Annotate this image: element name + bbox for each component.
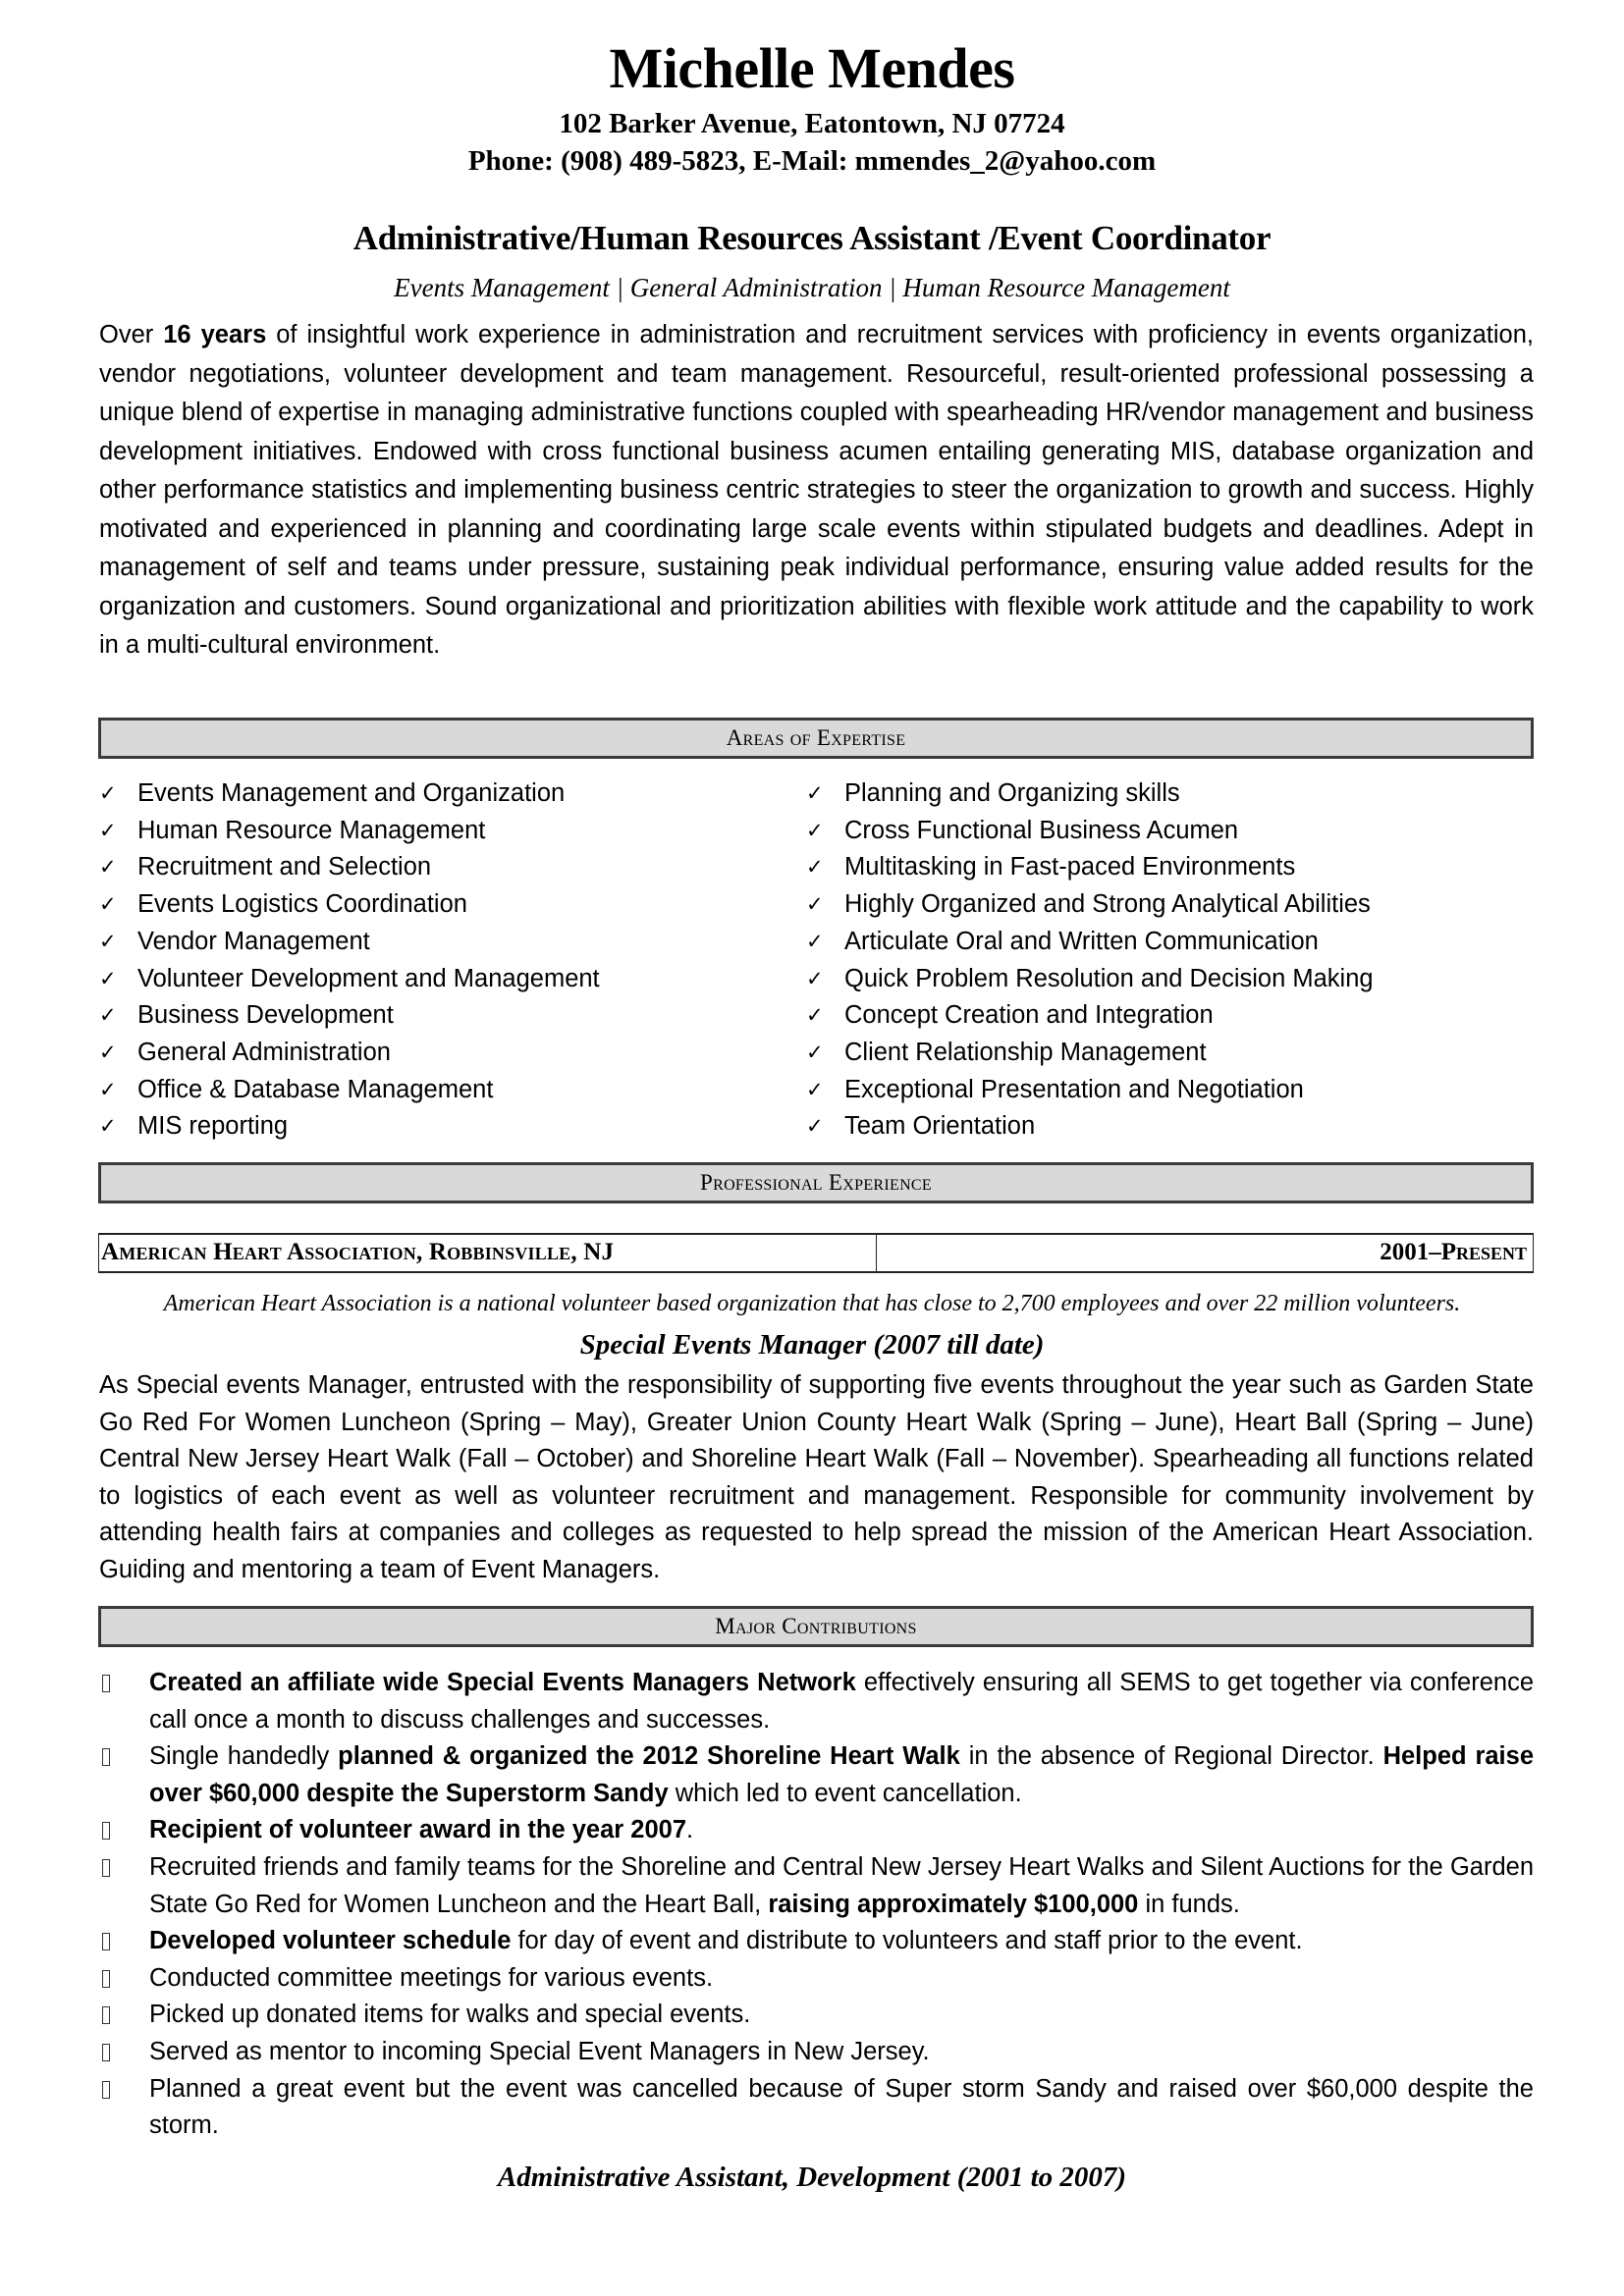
- summary-text: of insightful work experience in administration and recruitment services with proficiency in events organization, vendor negotiations, volunteer development and team management. Resourceful, result-oriented professional possessing a unique blend of expertise in managing administrative functions coupled with spearheading HR/vendor management and business development initiatives. Endowed with cross functional business acumen entailing generating MIS, database organization and other performance statistics and implementing business centric strategies to steer the organization to growth and success. Highly motivated and experienced in planning and coordinating large scale events within stipulated budgets and deadlines. Adept in management of self and teams under pressure, sustaining peak individual performance, ensuring value added results for the organization and customers. Sound organizational and prioritization abilities with flexible work attitude and the capability to work in a multi-cultural environment.: [99, 321, 1534, 659]
- contribution-item: [98, 1997, 1534, 2034]
- contribution-highlight: Created an affiliate wide Special Events Managers Network: [149, 1669, 856, 1696]
- expertise-label: Events Management and Organization: [137, 779, 566, 807]
- check-icon: ✓: [99, 781, 117, 805]
- check-icon: ✓: [806, 781, 824, 805]
- check-icon: ✓: [99, 1077, 117, 1101]
- contribution-text: Single handedly: [149, 1742, 339, 1771]
- contribution-item: [98, 1960, 1534, 1998]
- check-icon: ✓: [99, 1040, 117, 1064]
- summary-paragraph: [99, 316, 1534, 666]
- contribution-item: [98, 2034, 1534, 2071]
- expertise-label: Events Logistics Coordination: [137, 890, 467, 919]
- contribution-highlight: Helped raise over $60,000 despite the Superstorm Sandy: [149, 1742, 1535, 1807]
- expertise-label: Team Orientation: [844, 1112, 1036, 1141]
- expertise-item: [99, 1108, 600, 1146]
- check-icon: ✓: [99, 1003, 117, 1028]
- check-icon: ✓: [806, 892, 824, 917]
- check-icon: ✓: [806, 1114, 824, 1139]
- employer-description: American Heart Association is a national volunteer based organization that has close to 2,700 employees and over 22 million volunteers.: [163, 1291, 1461, 1316]
- contribution-text: in the absence of Regional Director.: [959, 1742, 1383, 1771]
- expertise-item: [99, 886, 600, 924]
- contribution-text: Conducted committee meetings for various events.: [149, 1963, 714, 1992]
- contribution-text: effectively ensuring all SEMS to get together via conference call once a month to discuss challenges and successes.: [149, 1669, 1534, 1734]
- expertise-label: Exceptional Presentation and Negotiation: [844, 1075, 1304, 1103]
- expertise-item: [806, 961, 1374, 998]
- expertise-label: Quick Problem Resolution and Decision Making: [844, 964, 1374, 992]
- expertise-item: [806, 849, 1374, 886]
- expertise-item: [99, 813, 600, 850]
- expertise-item: [806, 775, 1374, 813]
- expertise-label: Concept Creation and Integration: [844, 1001, 1214, 1030]
- expertise-item: [99, 775, 600, 813]
- headline: Administrative/Human Resources Assistant /Event Coordinator: [352, 219, 1272, 257]
- expertise-item: [806, 886, 1374, 924]
- check-icon: ✓: [99, 892, 117, 917]
- bullet-icon: [102, 1933, 110, 1950]
- expertise-item: [806, 813, 1374, 850]
- role-title: Special Events Manager (2007 till date): [579, 1329, 1045, 1361]
- employment-dates: 2001–Present: [1380, 1239, 1527, 1265]
- expertise-label: Recruitment and Selection: [137, 853, 432, 881]
- expertise-item: [99, 924, 600, 961]
- expertise-label: Highly Organized and Strong Analytical Abilities: [844, 890, 1371, 919]
- check-icon: ✓: [806, 929, 824, 953]
- section-header-major-contributions: Major Contributions: [98, 1606, 1534, 1647]
- bullet-icon: [102, 1970, 110, 1988]
- contribution-highlight: Recipient of volunteer award in the year 2007: [149, 1816, 687, 1844]
- expertise-item: [99, 997, 600, 1035]
- contribution-highlight: planned & organized the 2012 Shoreline Heart Walk: [338, 1742, 960, 1771]
- candidate-name: Michelle Mendes: [609, 36, 1015, 100]
- expertise-label: Human Resource Management: [137, 816, 486, 844]
- contribution-text: Recruited friends and family teams for the Shoreline and Central New Jersey Heart Walks and Silent Auctions for the Garden State Go Red for Women Luncheon and the Heart Ball,: [149, 1852, 1534, 1918]
- expertise-item: [99, 961, 600, 998]
- bullet-icon: [102, 2044, 110, 2061]
- expertise-item: [806, 997, 1374, 1035]
- check-icon: ✓: [99, 818, 117, 842]
- next-role-title: Administrative Assistant, Development (2001 to 2007): [497, 2162, 1127, 2193]
- check-icon: ✓: [99, 929, 117, 953]
- section-header-professional-experience: Professional Experience: [98, 1162, 1534, 1203]
- contribution-text: Planned a great event but the event was cancelled because of Super storm Sandy and raised over $60,000 despite the storm.: [149, 2074, 1534, 2140]
- check-icon: ✓: [806, 818, 824, 842]
- bullet-icon: [102, 2081, 110, 2099]
- summary-years: 16 years: [163, 321, 267, 348]
- contribution-item: [98, 1849, 1534, 1923]
- contribution-text: in funds.: [1138, 1890, 1240, 1918]
- section-header-areas-of-expertise: Areas of Expertise: [98, 718, 1534, 759]
- expertise-label: Multitasking in Fast-paced Environments: [844, 853, 1296, 881]
- expertise-item: [806, 1108, 1374, 1146]
- expertise-label: MIS reporting: [137, 1112, 289, 1141]
- contribution-item: [98, 1665, 1534, 1738]
- expertise-label: Office & Database Management: [137, 1075, 494, 1103]
- summary-prefix: Over: [99, 321, 164, 348]
- expertise-item: [99, 1035, 600, 1072]
- expertise-label: General Administration: [137, 1038, 391, 1066]
- check-icon: ✓: [99, 966, 117, 990]
- expertise-label: Cross Functional Business Acumen: [844, 816, 1239, 844]
- contribution-item: [98, 1812, 1534, 1849]
- expertise-list-right: [806, 775, 1374, 1146]
- check-icon: ✓: [99, 855, 117, 880]
- check-icon: ✓: [806, 966, 824, 990]
- contribution-text: Served as mentor to incoming Special Event Managers in New Jersey.: [149, 2037, 930, 2065]
- bullet-icon: [102, 1822, 110, 1840]
- employer-name: American Heart Association, Robbinsville, NJ: [99, 1235, 877, 1271]
- role-description: As Special events Manager, entrusted with the responsibility of supporting five events throughout the year such as Garden State Go Red For Women Luncheon (Spring – May), Greater Union County Heart Walk (Spring – June), Heart Ball (Spring – June) Central New Jersey Heart Walk (Fall – October) and Shoreline Heart Walk (Fall – November). Spearheading all functions related to logistics of each event as well as volunteer recruitment and management. Responsible for community involvement by attending health fairs at companies and colleges as requested to help spread the mission of the American Heart Association. Guiding and mentoring a team of Event Managers.: [99, 1371, 1534, 1583]
- contribution-item: [98, 1738, 1534, 1812]
- contributions-list: [98, 1665, 1534, 2145]
- check-icon: ✓: [806, 855, 824, 880]
- expertise-item: [806, 924, 1374, 961]
- bullet-icon: [102, 1859, 110, 1877]
- check-icon: ✓: [99, 1114, 117, 1139]
- expertise-list-left: [99, 775, 600, 1146]
- check-icon: ✓: [806, 1040, 824, 1064]
- contribution-text: for day of event and distribute to volunteers and staff prior to the event.: [511, 1927, 1303, 1955]
- contribution-text: .: [686, 1816, 694, 1844]
- contribution-highlight: Developed volunteer schedule: [149, 1927, 512, 1955]
- expertise-label: Client Relationship Management: [844, 1038, 1207, 1066]
- tagline: Events Management | General Administration | Human Resource Management: [394, 273, 1230, 302]
- expertise-label: Articulate Oral and Written Communication: [844, 927, 1319, 955]
- employer-row: [98, 1233, 1534, 1273]
- expertise-label: Volunteer Development and Management: [137, 964, 600, 992]
- bullet-icon: [102, 1748, 110, 1766]
- contribution-text: which led to event cancellation.: [668, 1779, 1022, 1807]
- contact-info: Phone: (908) 489-5823, E-Mail: mmendes_2@yahoo.com: [467, 145, 1157, 177]
- contribution-highlight: raising approximately $100,000: [768, 1890, 1139, 1918]
- expertise-label: Business Development: [137, 1001, 394, 1030]
- expertise-item: [806, 1072, 1374, 1109]
- check-icon: ✓: [806, 1003, 824, 1028]
- bullet-icon: [102, 2006, 110, 2024]
- contribution-text: Picked up donated items for walks and special events.: [149, 2001, 751, 2029]
- expertise-label: Vendor Management: [137, 927, 370, 955]
- expertise-item: [99, 1072, 600, 1109]
- expertise-label: Planning and Organizing skills: [844, 779, 1180, 807]
- expertise-item: [806, 1035, 1374, 1072]
- contribution-item: [98, 2071, 1534, 2145]
- address: 102 Barker Avenue, Eatontown, NJ 07724: [559, 108, 1065, 139]
- contribution-item: [98, 1923, 1534, 1960]
- expertise-item: [99, 849, 600, 886]
- check-icon: ✓: [806, 1077, 824, 1101]
- bullet-icon: [102, 1675, 110, 1692]
